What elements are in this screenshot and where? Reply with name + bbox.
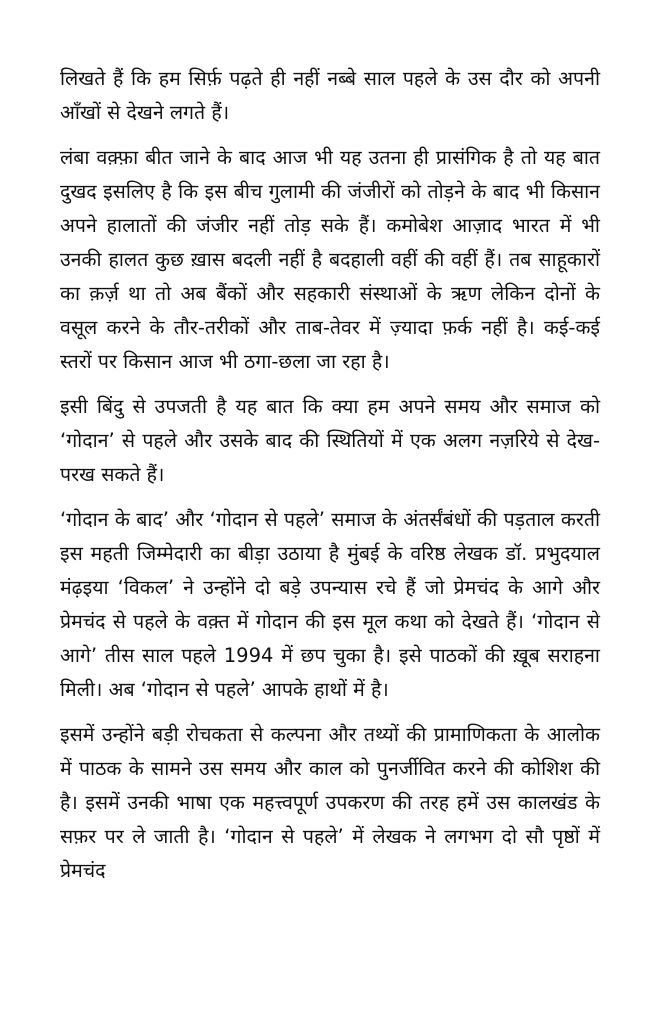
paragraph-2: लंबा वक़्फ़ा बीत जाने के बाद आज भी यह उतना ही प्रासंगिक है तो यह बात दुखद इसलिए है कि इस बीच गुलामी की जंजीरों को तोड़ने के बाद भी किसान अपने हालातों की जंजीर नहीं तोड़ सके हैं। कमोबेश आज़ाद भारत में भी उनकी हालत कुछ ख़ास बदली नहीं है बदहाली वहीं की वहीं हैं। तब साहूकारों का क़र्ज़ था तो अब बैंकों और सहकारी संस्थाओं के ऋण लेकिन दोनों के वसूल करने के तौर-तरीकों और ताब-तेवर में ज़्यादा फ़र्क नहीं है। कई-कई स्तरों पर किसान आज भी ठगा-छला जा रहा है। [60, 146, 600, 373]
paragraph-3: इसी बिंदु से उपजती है यह बात कि क्या हम अपने समय और समाज को ‘गोदान’ से पहले और उसके बाद की स्थितियों में एक अलग नज़रिये से देख-परख सकते हैं। [60, 395, 600, 486]
paragraph-1: लिखते हैं कि हम सिर्फ़ पढ़ते ही नहीं नब्बे साल पहले के उस दौर को अपनी आँखों से देखने लगते हैं। [60, 67, 600, 124]
document-page [60, 62, 600, 899]
paragraph-5: इसमें उन्होंने बड़ी रोचकता से कल्पना और तथ्यों की प्रामाणिकता के आलोक में पाठक के सामने उस समय और काल को पुनर्जीवित करने की कोशिश की है। इसमें उनकी भाषा एक महत्त्वपूर्ण उपकरण की तरह हमें उस कालखंड के सफ़र पर ले जाती है। ‘गोदान से पहले’ में लेखक ने लगभग दो सौ पृष्ठों में प्रेमचंद [60, 723, 600, 882]
paragraph-4: ‘गोदान के बाद’ और ‘गोदान से पहले’ समाज के अंतर्संबंधों की पड़ताल करती इस महती जिम्मेदारी का बीड़ा उठाया है मुंबई के वरिष्ठ लेखक डॉ. प्रभुदयाल मंढ़इया ‘विकल’ ने उन्होंने दो बड़े उपन्यास रचे हैं जो प्रेमचंद के आगे और प्रेमचंद से पहले के वक़्त में गोदान की इस मूल कथा को देखते हैं। ‘गोदान से आगे’ तीस साल पहले 1994 में छप चुका है। इसे पाठकों की ख़ूब सराहना मिली। अब ‘गोदान से पहले’ आपके हाथों में है। [60, 508, 600, 701]
